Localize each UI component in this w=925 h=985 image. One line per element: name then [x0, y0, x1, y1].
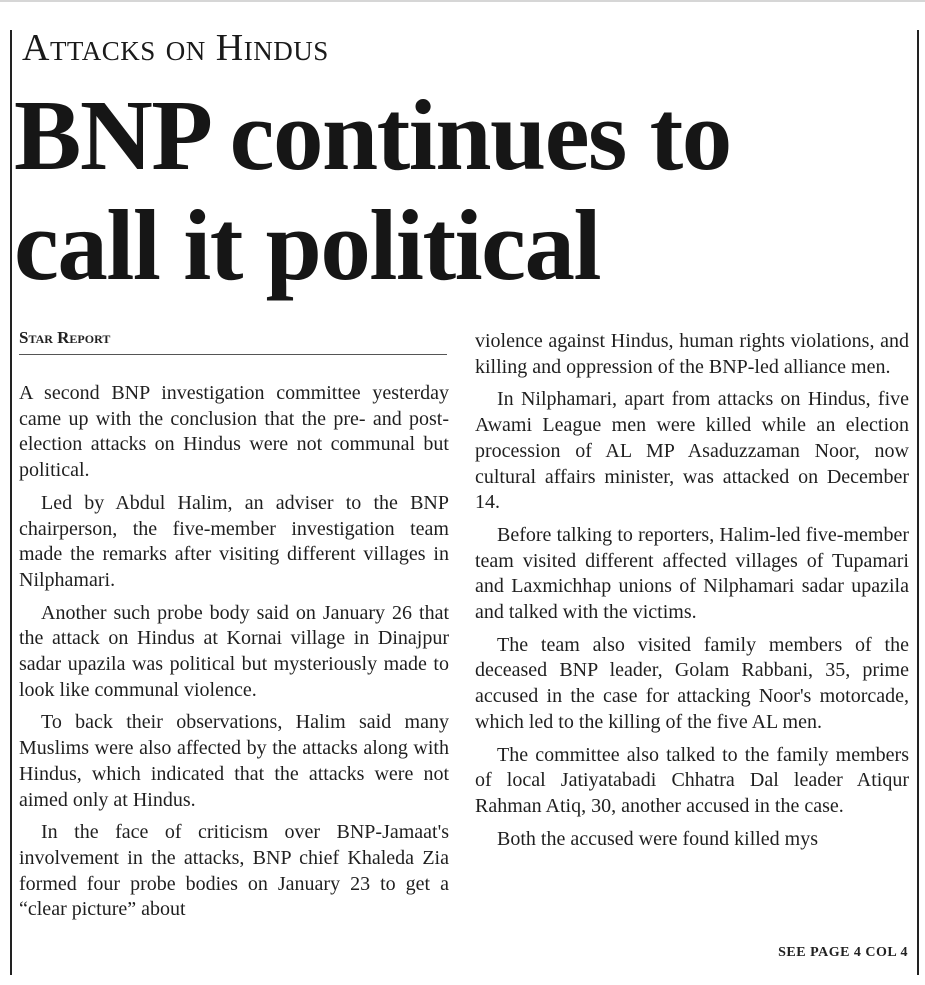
headline-line-1: BNP continues to — [14, 79, 731, 191]
headline — [14, 80, 914, 300]
byline: Star Report — [19, 328, 111, 347]
paragraph: violence against Hindus, human rights violations, and killing and oppression of the BNP-led alliance men. — [475, 330, 909, 378]
top-border — [0, 0, 925, 2]
continuation-jump: SEE PAGE 4 COL 4 — [778, 945, 908, 960]
paragraph: To back their observations, Halim said many Muslims were also affected by the attacks along with Hindus, which indicated that the attacks were not aimed only at Hindus. — [19, 711, 449, 811]
byline-divider — [19, 354, 447, 355]
paragraph: The committee also talked to the family members of local Jatiyatabadi Chhatra Dal leader Atiqur Rahman Atiq, 30, another accused in the case. — [475, 743, 909, 817]
paragraph: In the face of criticism over BNP-Jamaat's involvement in the attacks, BNP chief Khaleda Zia formed four probe bodies on January 23 to get a “clear picture” about — [19, 821, 449, 921]
left-column-rule — [10, 30, 12, 975]
paragraph: Led by Abdul Halim, an adviser to the BNP chairperson, the five-member investigation team made the remarks after visiting different villages in Nilphamari. — [19, 491, 449, 591]
paragraph: Before talking to reporters, Halim-led five-member team visited different affected villages of Tupamari and Laxmichhap unions of Nilphamari sadar upazila and talked with the victims. — [475, 523, 909, 624]
headline-line-2: call it political — [14, 189, 601, 301]
article-column-right — [475, 329, 909, 852]
paragraph: The team also visited family members of the deceased BNP leader, Golam Rabbani, 35, prime accused in the case for attacking Noor's motorcade, which led to the killing of the five AL men. — [475, 633, 909, 733]
paragraph: Another such probe body said on January 26 that the attack on Hindus at Kornai village in Dinajpur sadar upazila was political but mysteriously made to look like communal violence. — [19, 601, 449, 701]
article-column-left — [19, 381, 449, 923]
paragraph: Both the accused were found killed mys — [497, 827, 819, 850]
paragraph: A second BNP investigation committee yesterday came up with the conclusion that the pre- and post-election attacks on Hindus were not communal but political. — [19, 382, 449, 482]
paragraph: In Nilphamari, apart from attacks on Hindus, five Awami League men were killed while an election procession of AL MP Asaduzzaman Noor, now cultural affairs minister, was attacked on December 14. — [475, 388, 909, 514]
right-column-rule — [917, 30, 919, 975]
kicker-label: Attacks on Hindus — [22, 27, 329, 69]
